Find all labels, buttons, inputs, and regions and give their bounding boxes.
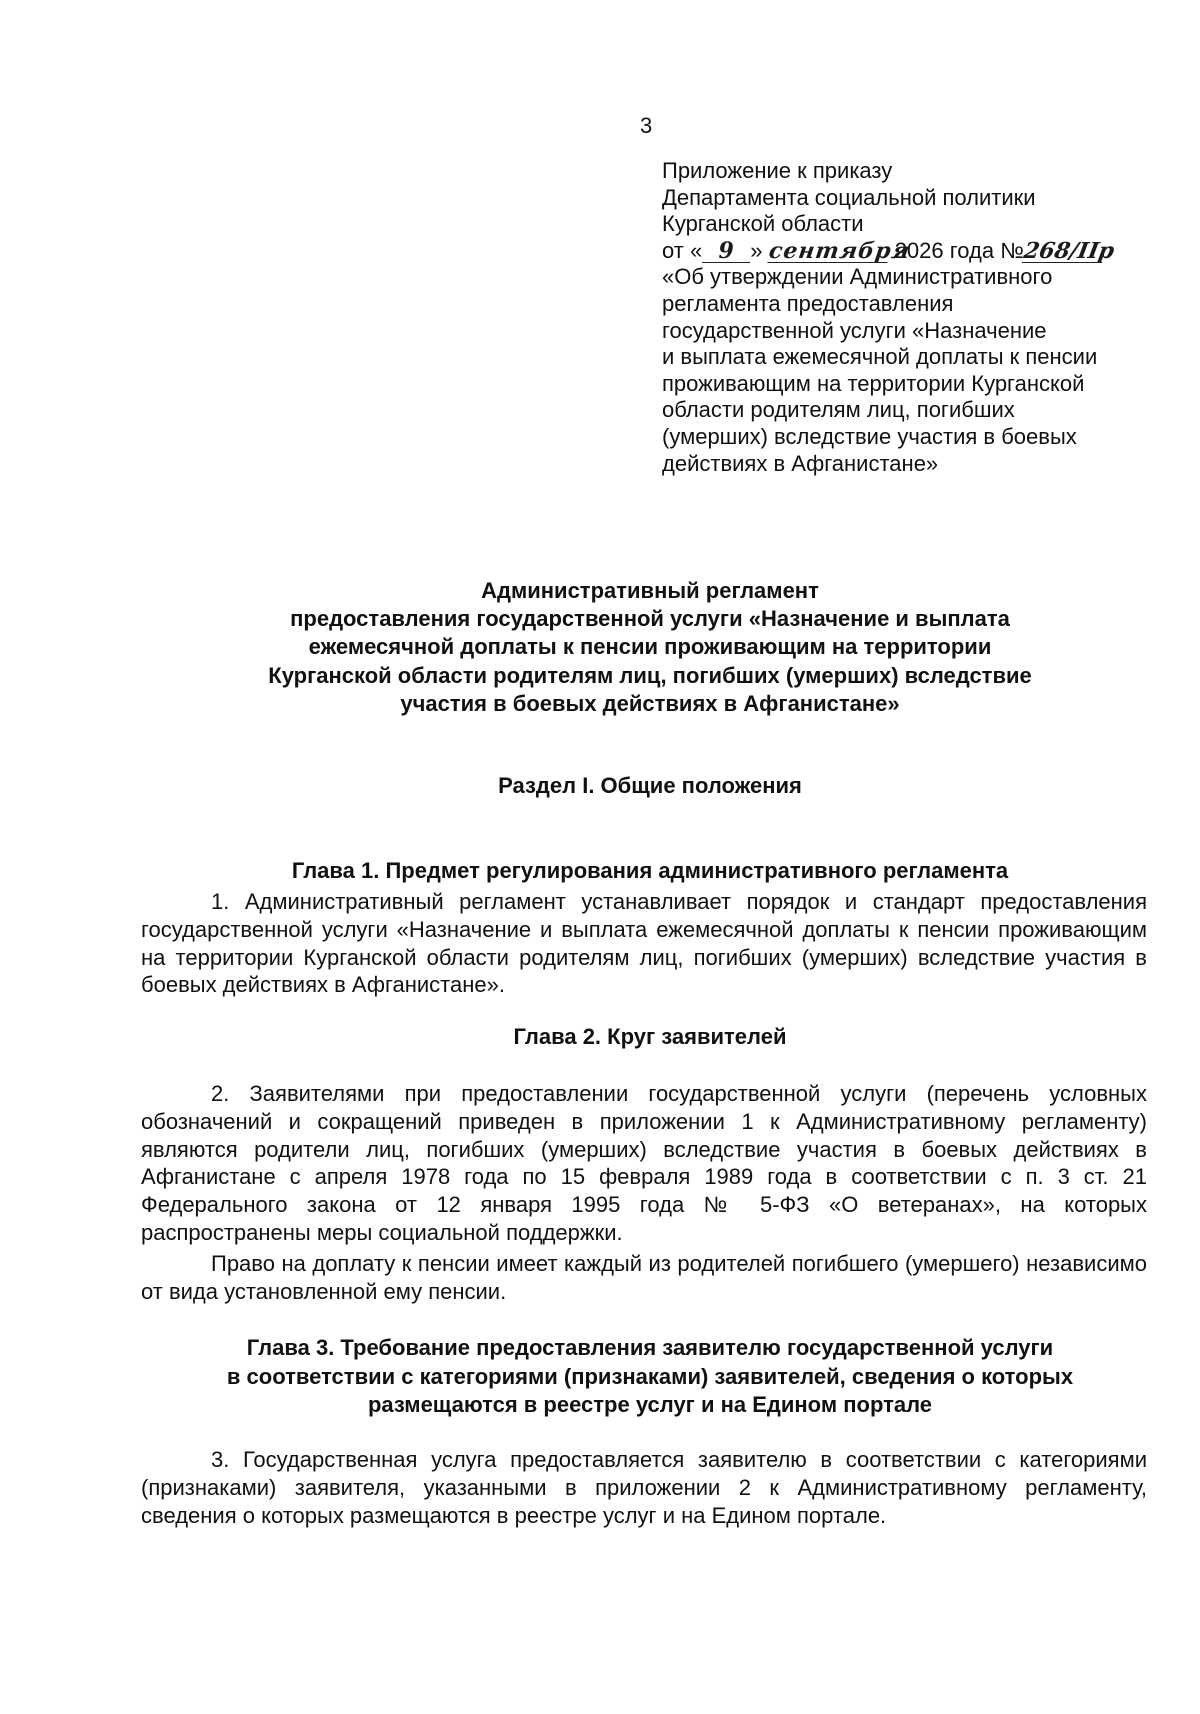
appendix-subject-line: регламента предоставления	[662, 290, 954, 316]
appendix-date-line	[662, 238, 1162, 265]
handwritten-month: сентября	[766, 237, 912, 264]
chapter-3-heading-line: размещаются в реестре услуг и на Едином портале	[367, 1392, 933, 1417]
title-line: Административный регламент	[481, 578, 819, 603]
title-line: ежемесячной доплаты к пенсии проживающим на территории	[308, 634, 992, 660]
title-line: Курганской области родителям лиц, погибших (умерших) вследствие	[268, 662, 1032, 688]
page-number: 3	[640, 113, 653, 138]
appendix-subject-line: и выплата ежемесячной доплаты к пенсии	[662, 344, 1098, 370]
appendix-header	[662, 158, 1162, 477]
appendix-subject-line: (умерших) вследствие участия в боевых	[662, 423, 1077, 449]
handwritten-day: 9	[702, 240, 750, 263]
handwritten-order-number: 268/ІІр	[1021, 237, 1117, 264]
appendix-subject-line: области родителям лиц, погибших	[662, 397, 1015, 423]
document-title	[130, 577, 1170, 718]
chapter-2-paragraph-1: 2. Заявителями при предоставлении государственной услуги (перечень условных обозначений и сокращений приведен в приложении 1 к Административному регламенту) являются родители лиц, погибших (умерших) вследствие участия в боевых действиях в Афганистане с апреля 1978 года по 15 февраля 1989 года в соответствии с п. 3 ст. 21 Федерального закона от 12 января 1995 года № 5-ФЗ «О ветеранах», на которых распространены меры социальной поддержки.	[141, 1081, 1147, 1245]
chapter-1-heading: Глава 1. Предмет регулирования административного регламента	[291, 858, 1009, 883]
chapter-1-paragraph: 1. Административный регламент устанавливает порядок и стандарт предоставления государственной услуги «Назначение и выплата ежемесячной доплаты к пенсии проживающим на территории Курганской области родителям лиц, погибших (умерших) вследствие участия в боевых действиях в Афганистане».	[141, 889, 1147, 998]
title-line: участия в боевых действиях в Афганистане»	[400, 690, 900, 716]
chapter-3-heading	[130, 1334, 1170, 1420]
appendix-line: Департамента социальной политики	[662, 184, 1036, 210]
appendix-subject-line: «Об утверждении Административного	[662, 264, 1053, 290]
chapter-2-heading: Глава 2. Круг заявителей	[513, 1024, 787, 1049]
section-title: Раздел I. Общие положения	[498, 773, 802, 798]
date-prefix: от «	[662, 237, 703, 263]
chapter-2-paragraph-2: Право на доплату к пенсии имеет каждый из родителей погибшего (умершего) независимо от вида установленной ему пенсии.	[141, 1251, 1147, 1304]
chapter-3-heading-line: Глава 3. Требование предоставления заявителю государственной услуги	[246, 1335, 1054, 1360]
date-year: 2026 года №	[894, 237, 1024, 263]
chapter-3-heading-line: в соответствии с категориями (признаками) заявителей, сведения о которых	[226, 1363, 1074, 1389]
appendix-subject-line: действиях в Афганистане»	[662, 450, 939, 476]
appendix-subject-line: проживающим на территории Курганской	[662, 370, 1085, 396]
title-line: предоставления государственной услуги «Назначение и выплата	[290, 606, 1010, 632]
date-mid: »	[750, 237, 763, 263]
chapter-3-paragraph: 3. Государственная услуга предоставляется заявителю в соответствии с категориями (признаками) заявителя, указанными в приложении 2 к Административному регламенту, сведения о которых размещаются в реестре услуг и на Едином портале.	[141, 1447, 1147, 1528]
appendix-line: Приложение к приказу	[662, 158, 893, 183]
appendix-line: Курганской области	[662, 211, 864, 237]
appendix-subject-line: государственной услуги «Назначение	[662, 317, 1047, 343]
